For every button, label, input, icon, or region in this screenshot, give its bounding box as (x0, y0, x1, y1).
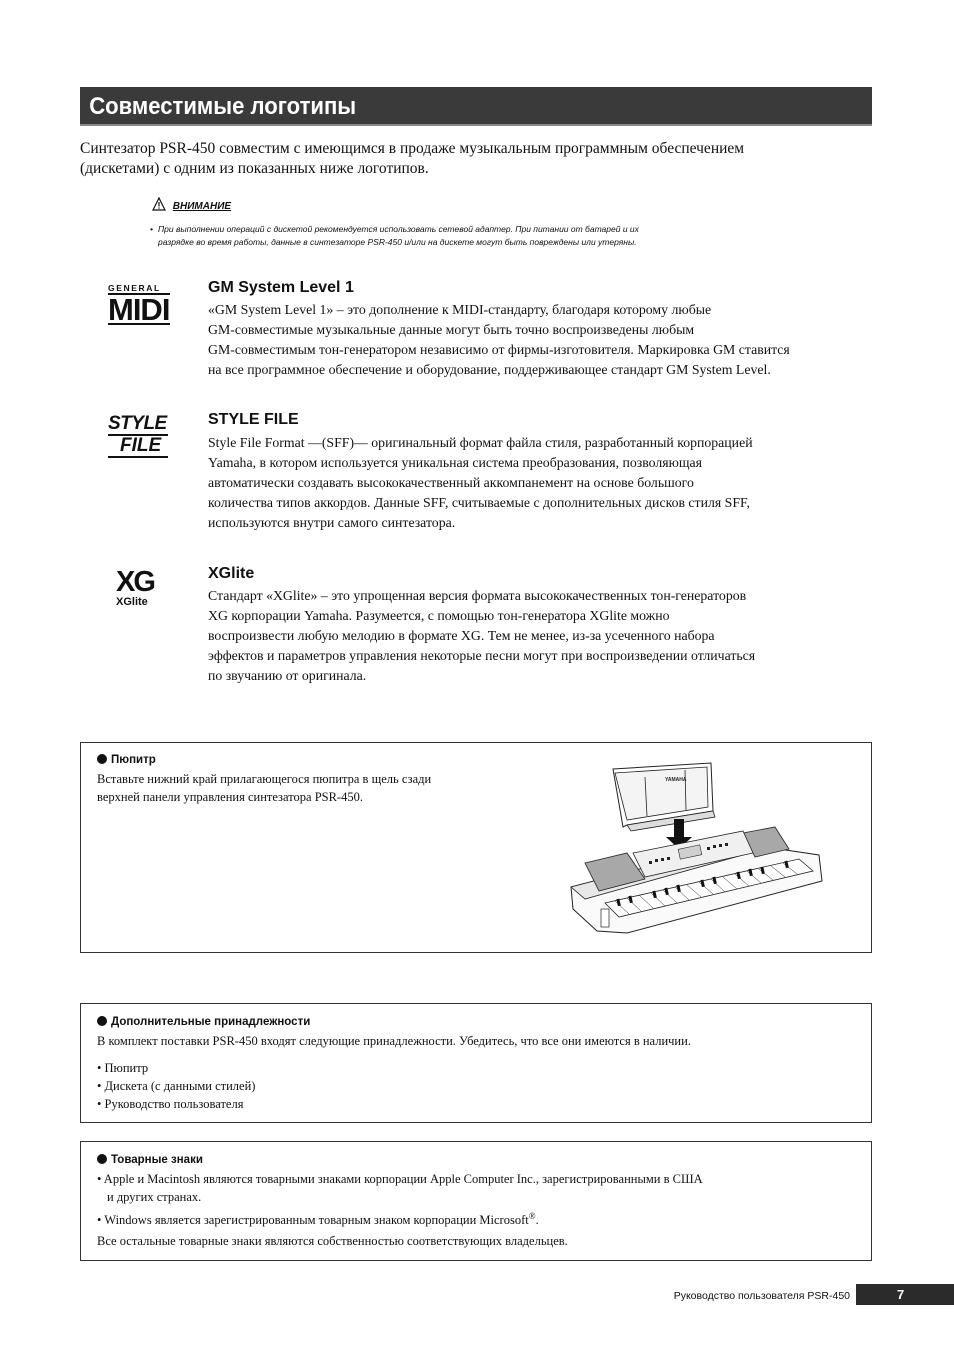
xg-logo-main: XG (116, 566, 154, 598)
music-rest-title (97, 754, 156, 766)
bullet-dot-icon (97, 754, 107, 764)
intro-line: (дискетами) с одним из показанных ниже логотипов. (80, 160, 429, 177)
music-rest-text (97, 770, 537, 806)
caution-line: разрядке во время работы, данные в синтезаторе PSR-450 и/или на дискете могут быть повреждены или утеряны. (158, 237, 637, 247)
trademarks-title (97, 1154, 203, 1166)
accessories-title-text: Дополнительные принадлежности (111, 1016, 311, 1028)
general-midi-logo (108, 283, 174, 327)
keyboard-illustration (567, 761, 829, 943)
sff-line: Style File Format —(SFF)— оригинальный формат файла стиля, разработанный корпорацией (208, 435, 753, 450)
trademark-period: . (535, 1213, 539, 1228)
bullet-dot-icon (97, 1016, 107, 1026)
list-item: • Руководство пользователя (97, 1097, 244, 1111)
gm-line: «GM System Level 1» – это дополнение к MIDI-стандарту, благодаря которому любые (208, 302, 712, 317)
section-title-bar (80, 87, 872, 126)
page-title: Совместимые логотипы (89, 93, 357, 120)
gm-description (208, 300, 848, 380)
gm-line: GM-совместимые музыкальные данные могут быть точно воспроизведены любым (208, 322, 695, 337)
caution-label: ВНИМАНИЕ (172, 201, 232, 212)
sff-logo-line1: STYLE (108, 413, 167, 434)
bullet-dot-icon (97, 1154, 107, 1164)
trademarks-box (80, 1141, 872, 1261)
page-number: 7 (856, 1284, 954, 1305)
xg-line: XG корпорации Yamaha. Разумеется, с помощью тон-генератора XGlite можно (208, 608, 670, 623)
sff-line: Yamaha, в котором используется уникальная система преобразования, позволяющая (208, 455, 702, 470)
sff-description (208, 433, 848, 533)
sff-logo-line2: FILE (108, 434, 168, 458)
warning-triangle-icon (152, 197, 166, 211)
intro-line: Синтезатор PSR-450 совместим с имеющимся в продаже музыкальным программным обеспечением (80, 140, 745, 157)
xg-title: XGlite (208, 565, 255, 582)
accessories-list (97, 1059, 497, 1113)
accessories-title (97, 1016, 310, 1028)
xg-line: воспроизвести любую мелодию в формате XG. Тем не менее, из-за усеченного набора (208, 628, 715, 643)
sff-title: STYLE FILE (208, 411, 299, 428)
music-rest-title-text: Пюпитр (111, 754, 156, 766)
gm-line: GM-совместимым тон-генератором независимо от фирмы-изготовителя. Маркировка GM ставится (208, 342, 790, 357)
music-rest-box (80, 742, 872, 953)
trademarks-list (97, 1170, 857, 1229)
gm-title: GM System Level 1 (208, 279, 354, 296)
sff-line: количества типов аккордов. Данные SFF, считываемые с дополнительных дисков стиля SFF, (208, 495, 751, 510)
footer-manual-title: Руководство пользователя PSR-450 (673, 1290, 850, 1302)
trademark-line: и других странах. (107, 1190, 202, 1204)
list-item: • Дискета (с данными стилей) (97, 1079, 256, 1093)
music-rest-brand: YAMAHA (665, 777, 687, 783)
xg-line: по звучанию от оригинала. (208, 668, 367, 683)
trademark-line: • Apple и Macintosh являются товарными знаками корпорации Apple Computer Inc., зарегистрированными в США (97, 1172, 703, 1186)
caution-header (152, 197, 231, 212)
gm-line: на все программное обеспечение и оборудование, поддерживающее стандарт GM System Level. (208, 362, 771, 377)
trademark-line (97, 1207, 857, 1229)
caution-text (150, 223, 710, 249)
gm-logo-top: GENERAL (108, 283, 161, 293)
sff-line: используются внутри самого синтезатора. (208, 515, 456, 530)
accessories-text: В комплект поставки PSR-450 входят следующие принадлежности. Убедитесь, что все они имеются в наличии. (97, 1034, 691, 1048)
xg-line: эффектов и параметров управления некоторые песни могут при воспроизведении отличаться (208, 648, 756, 663)
accessories-box (80, 1003, 872, 1123)
music-rest-line: верхней панели управления синтезатора PSR-450. (97, 790, 363, 804)
trademarks-title-text: Товарные знаки (111, 1154, 203, 1166)
registered-mark: ® (528, 1211, 536, 1221)
caution-line: При выполнении операций с дискетой рекомендуется использовать сетевой адаптер. При питании от батарей и их (158, 224, 639, 234)
list-item: • Пюпитр (97, 1061, 149, 1075)
gm-logo-main: MIDI (108, 293, 170, 325)
intro-paragraph (80, 139, 860, 179)
sff-line: автоматически создавать высококачественный аккомпанемент на основе большого (208, 475, 694, 490)
trademarks-note: Все остальные товарные знаки являются собственностью соответствующих владельцев. (97, 1234, 568, 1248)
xg-logo-sub: XGlite (116, 596, 148, 608)
caution-bullet: • (150, 224, 153, 234)
xg-line: Стандарт «XGlite» – это упрощенная версия формата высококачественных тон-генераторов (208, 588, 747, 603)
music-rest-line: Вставьте нижний край прилагающегося пюпитра в щель сзади (97, 772, 432, 786)
style-file-logo (108, 414, 178, 460)
trademark-windows: • Windows является зарегистрированным товарным знаком корпорации Microsoft (97, 1213, 529, 1228)
xg-description (208, 586, 848, 686)
xglite-logo (116, 568, 172, 610)
